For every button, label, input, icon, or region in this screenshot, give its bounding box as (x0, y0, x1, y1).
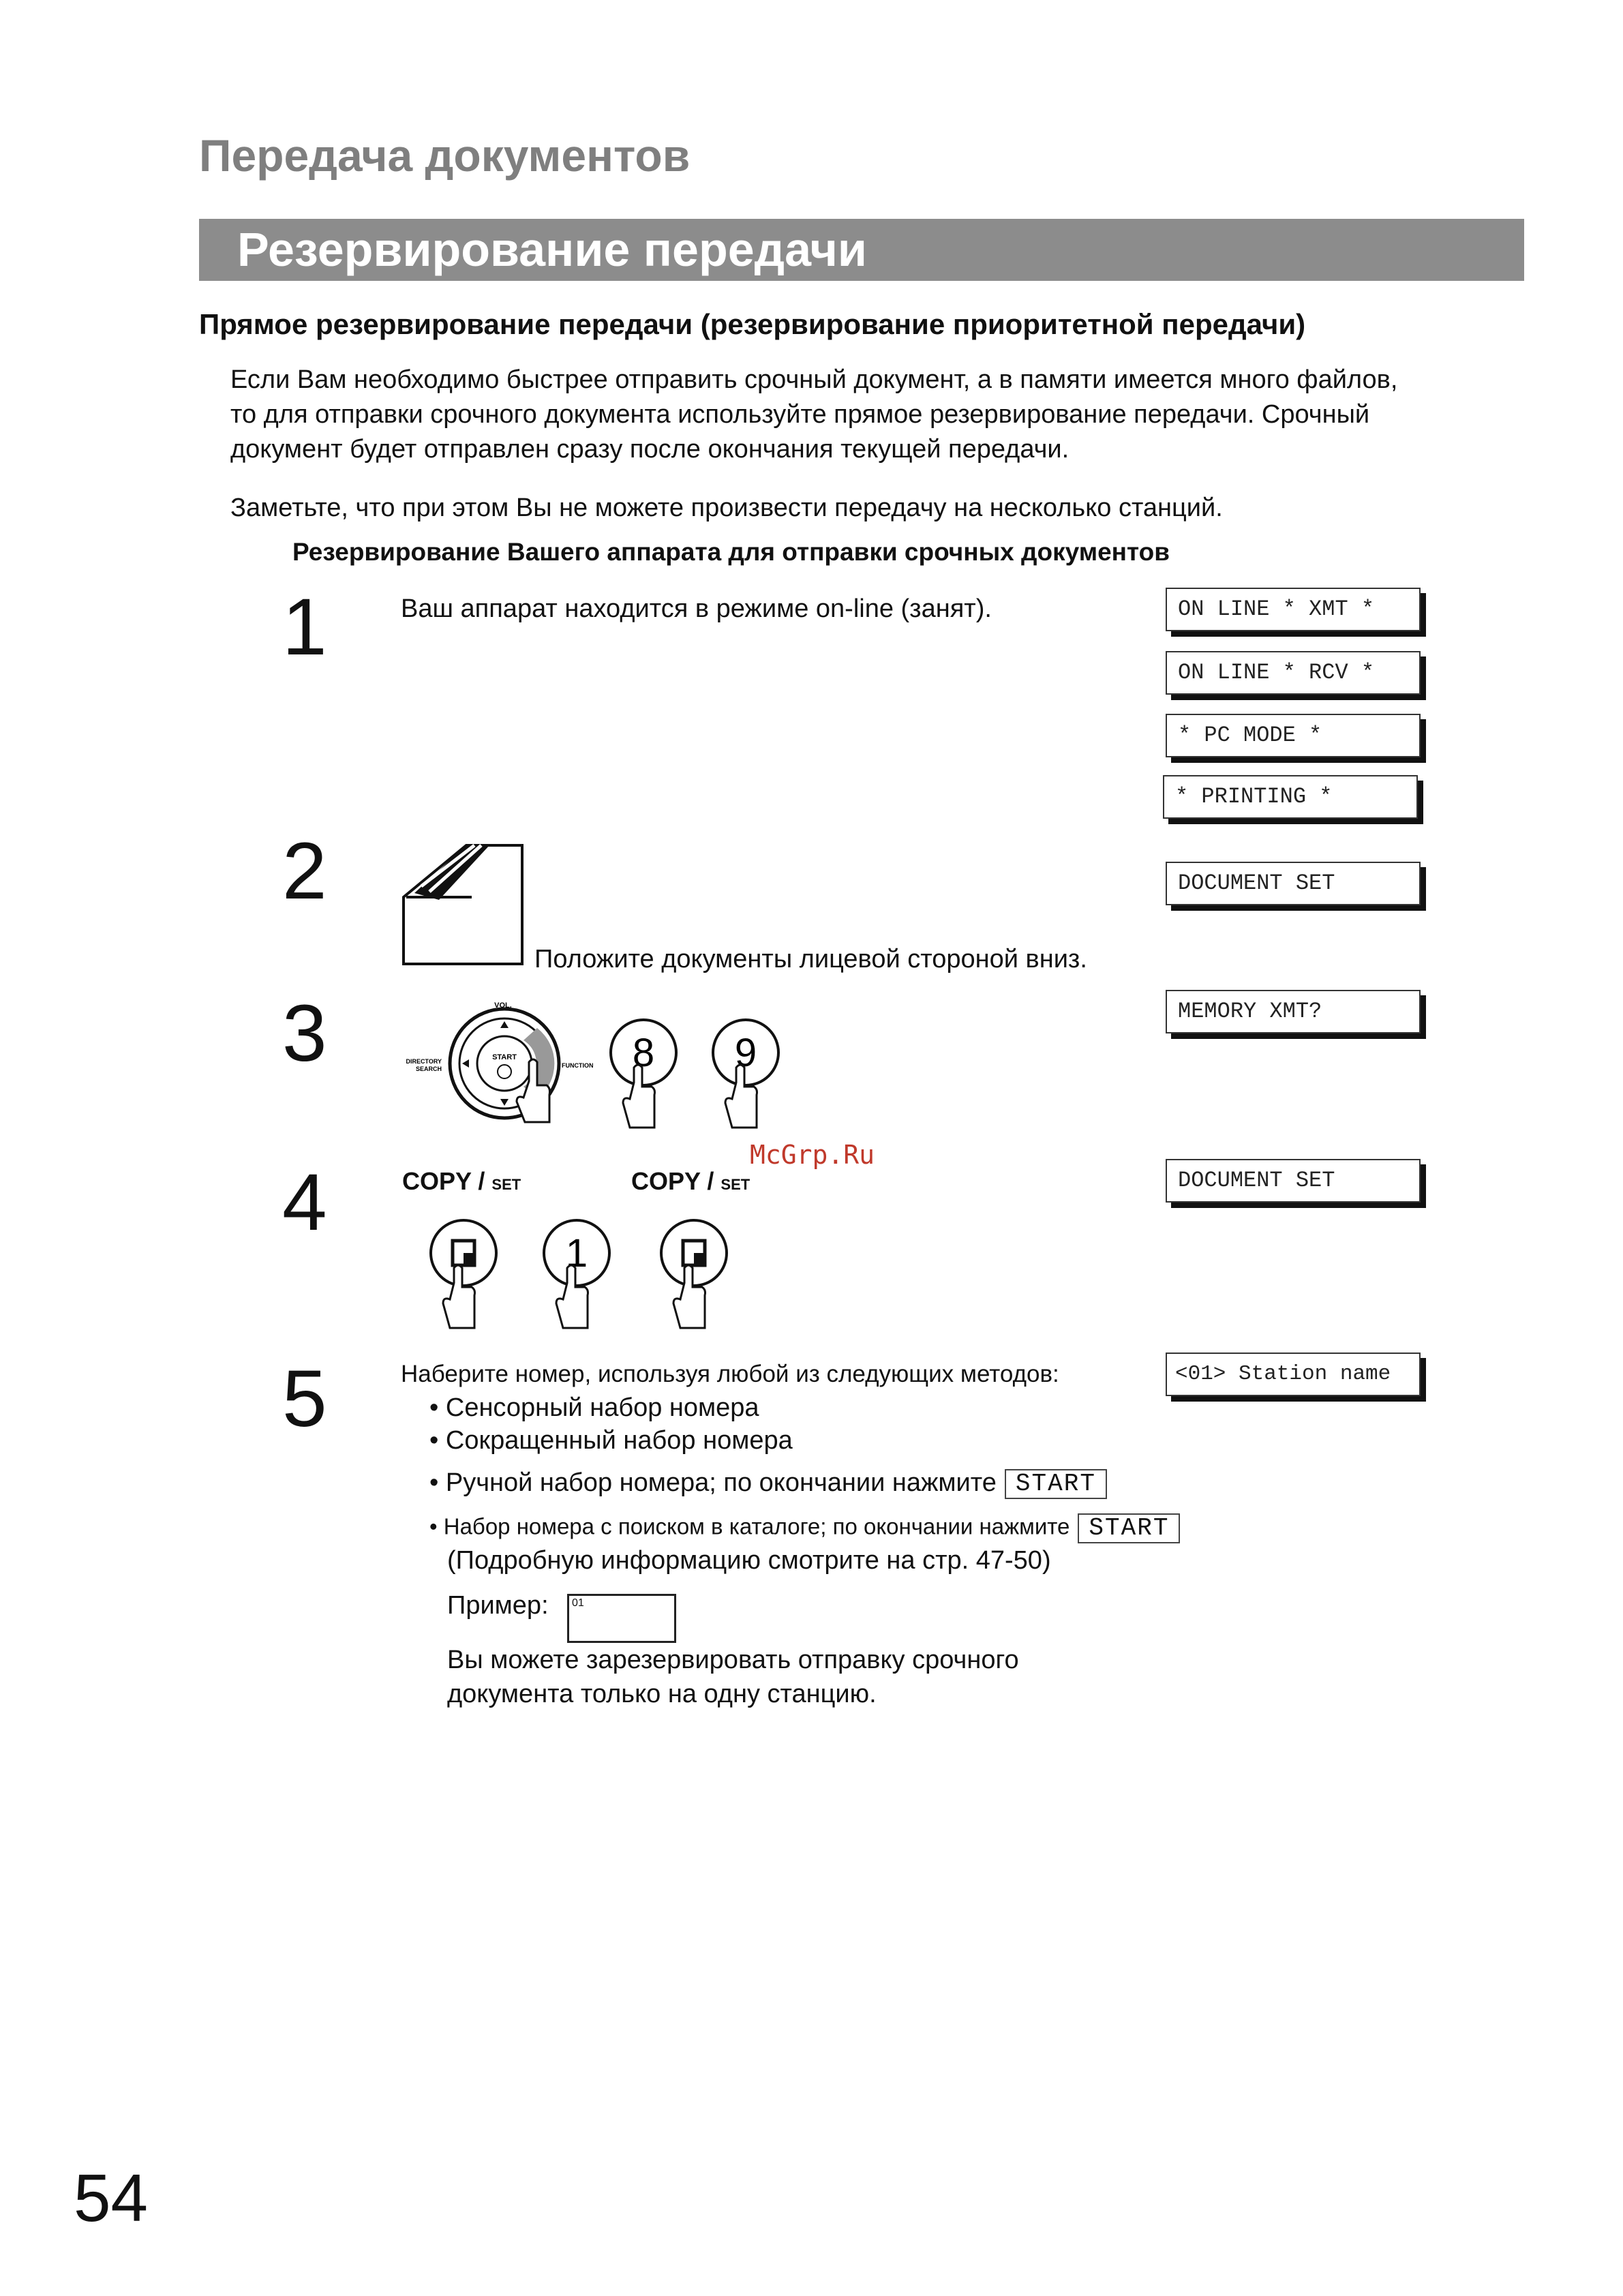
key-label: 1 (565, 1231, 588, 1275)
lcd-display: DOCUMENT SET (1166, 862, 1421, 905)
step-number: 5 (282, 1354, 327, 1444)
intro-paragraph (230, 363, 1526, 467)
step-text: Наберите номер, используя любой из следующих методов: (401, 1361, 1059, 1387)
lcd-display: ON LINE * XMT * (1166, 588, 1421, 631)
lcd-display: ON LINE * RCV * (1166, 651, 1421, 695)
list-item: • Набор номера с поиском в каталоге; по окончании нажмите START (429, 1513, 1180, 1543)
intro-line: Если Вам необходимо быстрее отправить срочный документ, а в памяти имеется много файлов, (230, 365, 1398, 394)
lcd-display: DOCUMENT SET (1166, 1159, 1421, 1203)
lcd-display: <01> Station name (1166, 1353, 1421, 1396)
section-title: Резервирование передачи (237, 223, 867, 276)
section-banner (199, 219, 1524, 281)
lcd-display: * PC MODE * (1166, 714, 1421, 757)
step-number: 2 (282, 826, 327, 916)
key-1-icon (540, 1218, 615, 1333)
chapter-title: Передача документов (199, 130, 691, 181)
start-label: START (492, 1053, 517, 1061)
intro-line: то для отправки срочного документа используйте прямое резервирование передачи. Срочный (230, 400, 1370, 429)
final-note: Вы можете зарезервировать отправку срочного документа только на одну станцию. (447, 1646, 1019, 1708)
example-key-box: 01 (567, 1594, 676, 1643)
step-text: Ваш аппарат находится в режиме on-line (занят). (401, 594, 992, 623)
step-text: Положите документы лицевой стороной вниз. (534, 945, 1087, 973)
start-key-label: START (1005, 1469, 1107, 1499)
step-number: 4 (282, 1158, 327, 1248)
intro-line: документ будет отправлен сразу после окончания текущей передачи. (230, 435, 1070, 464)
list-item: • Сенсорный набор номера (429, 1393, 759, 1422)
navigator-dial-icon (401, 1001, 594, 1137)
copy-set-key-icon (427, 1218, 502, 1333)
subtitle: Прямое резервирование передачи (резервирование приоритетной передачи) (199, 308, 1306, 340)
copy-set-key-icon (657, 1218, 732, 1333)
reference-note: (Подробную информацию смотрите на стр. 47-50) (447, 1546, 1051, 1575)
watermark: McGrp.Ru (750, 1140, 875, 1170)
example-label: Пример: (447, 1591, 549, 1620)
directory-label: DIRECTORY (406, 1058, 442, 1065)
search-label: SEARCH (415, 1066, 442, 1072)
function-label: FUNCTION (562, 1062, 594, 1069)
lcd-display: * PRINTING * (1163, 775, 1418, 819)
key-8-icon (607, 1017, 682, 1133)
list-item: • Сокращенный набор номера (429, 1426, 793, 1455)
step-number: 3 (282, 988, 327, 1078)
key-label: 8 (632, 1031, 655, 1075)
key-9-icon (709, 1017, 784, 1133)
procedure-title: Резервирование Вашего аппарата для отправки срочных документов (292, 538, 1170, 566)
document-feeder-icon (401, 843, 525, 967)
lcd-display: MEMORY XMT? (1166, 990, 1421, 1033)
page-number: 54 (74, 2160, 149, 2235)
list-item: • Ручной набор номера; по окончании нажмите START (429, 1468, 1107, 1499)
copy-set-label: COPY / SET (631, 1167, 750, 1195)
copy-set-label: COPY / SET (402, 1167, 521, 1195)
key-label: 9 (734, 1031, 757, 1075)
vol-label: VOL. (494, 1001, 512, 1010)
note: Заметьте, что при этом Вы не можете произвести передачу на несколько станций. (230, 494, 1223, 522)
start-key-label: START (1078, 1513, 1180, 1543)
step-number: 1 (282, 582, 327, 672)
